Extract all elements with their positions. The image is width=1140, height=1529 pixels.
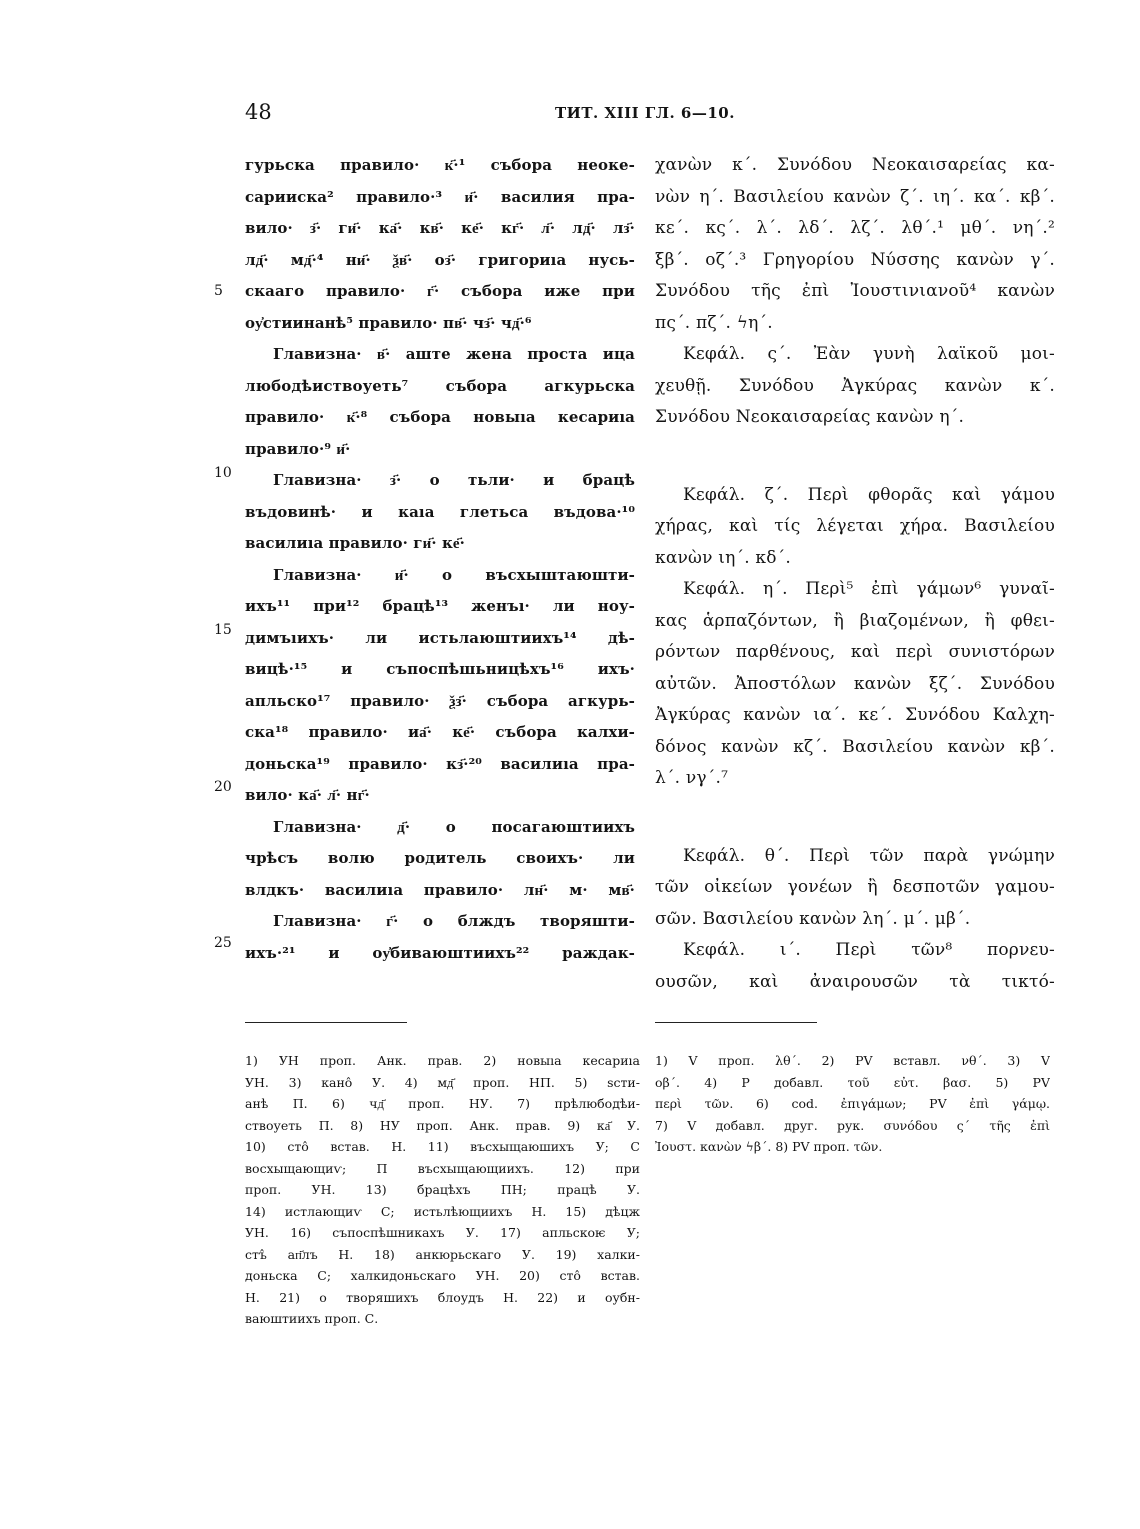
chapter-heading-line: Главизна· в҃· аште жена проста ица: [273, 345, 635, 363]
text-line: χανὼν κ΄. Συνόδου Νεοκαισαρείας κα-: [655, 155, 1055, 175]
chapter-heading-line: Главизна· и҃· о въсхыштаюшти-: [273, 565, 635, 584]
footnote-line: 7) V добавл. друг. рук. συνόδου ς΄ τῆς ἐπὶ: [655, 1117, 1050, 1133]
text-line: πς΄. πζ΄. ϟη΄.: [655, 312, 773, 333]
text-line: ρόντων παρθένους, καὶ περὶ συνιστόρων: [655, 642, 1055, 662]
line-number: 15: [214, 622, 232, 638]
text-line: апльско¹⁷ правило· ѯз҃· събора агкурь-: [245, 691, 635, 710]
footnotes-left: [245, 1050, 640, 1330]
text-line: вило· з҃· ги҃· ка҃· кв҃· ке҃· кг҃· л҃· лд҃· лз҃·: [245, 219, 635, 237]
text-line: χευθῇ. Συνόδου Ἀγκύρας κανὼν κ΄.: [655, 375, 1055, 396]
chapter-heading-line: Главизна· з҃· о тьли· и брацѣ: [273, 471, 635, 489]
footnote-divider: [245, 1022, 407, 1023]
text-line: κε΄. κς΄. λ΄. λδ΄. λζ΄. λθ΄.¹ μθ΄. νη΄.²: [655, 218, 1055, 238]
chapter-heading-line: Κεφάλ. ι΄. Περὶ τῶν⁸ πορνευ-: [683, 940, 1055, 960]
text-line: κας ἁρπαζόντων, ἢ βιαζομένων, ἢ φθει-: [655, 610, 1055, 631]
text-line: любодѣиствоуеть⁷ събора агкурьска: [245, 376, 635, 395]
footnote-line: анѣ П. 6) чд҃ проп. НУ. 7) прѣлюбодѣи-: [245, 1096, 640, 1111]
text-line: σῶν. Βασιλείου κανὼν λη΄. μ΄. μβ΄.: [655, 908, 971, 929]
text-line: αὐτῶν. Ἀποστόλων κανὼν ξζ΄. Συνόδου: [655, 673, 1055, 694]
right-column-greek: [655, 150, 1055, 998]
text-line: νὼν η΄. Βασιλείου κανὼν ζ΄. ιη΄. κα΄. κβ΄.: [655, 186, 1055, 207]
footnote-line: 1) V проп. λθ΄. 2) PV вставл. νθ΄. 3) V: [655, 1053, 1050, 1068]
footnote-line: проп. УН. 13) брацѣхъ ПН; працѣ У.: [245, 1182, 640, 1197]
page-number: 48: [245, 100, 272, 124]
text-line: доньска¹⁹ правило· кз҃·²⁰ василиıа пра-: [245, 754, 635, 773]
footnote-line: ствоуеть П. 8) НУ проп. Анк. прав. 9) ка҃ У.: [245, 1117, 640, 1133]
text-line: оу҆стиинанѣ⁵ правило· пв҃· чз҃· чд҃·⁶: [245, 313, 532, 332]
text-line: скааго правило· г҃· събора иже при: [245, 282, 635, 300]
footnote-line: 10) сто̂ встав. Н. 11) въсхыщаюшихъ У; С: [245, 1139, 640, 1154]
text-line: василиıа правило· ги҃· ке҃·: [245, 534, 465, 552]
chapter-heading-line: Κεφάλ. η΄. Περὶ⁵ ἐπὶ γάμων⁶ γυναῖ-: [683, 579, 1055, 599]
chapter-heading-line: Κεφάλ. θ΄. Περὶ τῶν παρὰ γνώμην: [683, 845, 1055, 866]
line-number: 20: [214, 779, 232, 795]
text-line: влдкъ· василиıа правило· лн҃· м· мв҃·: [245, 880, 635, 899]
text-line: Ἀγκύρας κανὼν ια΄. κε΄. Συνόδου Καλχη-: [655, 705, 1055, 725]
text-line: ска¹⁸ правило· иа҃· ке҃· събора калхи-: [245, 723, 635, 741]
text-line: χήρας, καὶ τίς λέγεται χήρα. Βασιλείου: [655, 516, 1055, 536]
text-line: чрѣсъ волю родитель своихъ· ли: [245, 849, 635, 867]
text-line: δόνος κανὼν κζ΄. Βασιλείου κανὼν κβ΄.: [655, 736, 1055, 757]
footnote-line: восхыщающиѵ; П въсхыщающиихъ. 12) при: [245, 1160, 640, 1176]
footnote-line: περὶ τῶν. 6) cod. ἐπιγάμων; PV ἐπὶ γάμῳ.: [655, 1096, 1050, 1111]
text-line: лд҃· мд҃·⁴ ни҃· ѯв҃· оз҃· григориıа нусь-: [245, 250, 635, 269]
footnote-line: 1) УН проп. Анк. прав. 2) новыıа кесариıа: [245, 1053, 640, 1068]
text-line: λ΄. νγ΄.⁷: [655, 768, 729, 788]
text-line: сарииска² правило·³ и҃· василия пра-: [245, 187, 635, 206]
footnote-line: ваюштиихъ проп. С.: [245, 1311, 379, 1326]
line-number: 5: [214, 283, 223, 299]
footnote-line: οβ΄. 4) P добавл. τοῦ εὐτ. βασ. 5) PV: [655, 1074, 1050, 1090]
footnote-line: УН. 3) кано̂ У. 4) мд҃ проп. НП. 5) ѕсти-: [245, 1074, 640, 1090]
text-line: вило· ка҃· л҃· нг҃·: [245, 786, 370, 804]
footnote-line: Ἰουστ. κανὼν ϟβ΄. 8) PV проп. τῶν.: [655, 1139, 883, 1154]
text-line: ихъ·²¹ и оу҆биваюштиихъ²² раждак-: [245, 943, 635, 962]
footnote-line: 14) истлающиѵ С; истьлѣющиихъ Н. 15) дѣцж: [245, 1203, 640, 1219]
text-line: ξβ΄. οζ΄.³ Γρηγορίου Νύσσης κανὼν γ΄.: [655, 249, 1055, 270]
line-number: 10: [214, 465, 232, 481]
text-line: гурьска правило· к҃·¹ събора неокe-: [245, 156, 635, 174]
text-line: вицѣ·¹⁵ и съпоспѣшьницѣхъ¹⁶ ихъ·: [245, 660, 635, 678]
text-line: Συνόδου τῆς ἐπὶ Ἰουστινιανοῦ⁴ κανὼν: [655, 281, 1055, 301]
text-line: Συνόδου Νεοκαισαρείας κανὼν η΄.: [655, 407, 965, 427]
text-line: димъıихъ· ли истьлаюштиихъ¹⁴ дѣ-: [245, 628, 635, 647]
text-line: правило· к҃·⁸ събора новыıа кесариıа: [245, 408, 635, 426]
footnote-line: УН. 16) съпоспѣшникахъ У. 17) апльскоѥ У;: [245, 1225, 640, 1240]
text-line: правило·⁹ и҃·: [245, 439, 351, 458]
chapter-heading-line: Κεφάλ. ς΄. Ἐὰν γυνὴ λαϊκοῦ μοι-: [683, 344, 1055, 364]
footnote-line: Н. 21) о творяшихъ блоудъ Н. 22) и оубн-: [245, 1289, 640, 1305]
footnotes-right: [655, 1050, 1050, 1158]
footnote-line: стъ̂ ап҃лъ Н. 18) анкюрьскаго У. 19) халки-: [245, 1246, 640, 1262]
running-head: ТИТ. XIII ГЛ. 6—10.: [555, 104, 735, 122]
chapter-heading-line: Главизна· г҃· о блждъ творяшти-: [273, 912, 635, 930]
footnote-line: доньска С; халкидоньскаго УН. 20) сто̂ встав.: [245, 1268, 640, 1283]
text-line: τῶν οἰκείων γονέων ἢ δεσποτῶν γαμου-: [655, 877, 1055, 897]
text-line: ихъ¹¹ при¹² брацѣ¹³ женъı· ли ноу-: [245, 597, 635, 615]
text-line: κανὼν ιη΄. κδ΄.: [655, 547, 791, 568]
text-line: ουσῶν, καὶ ἀναιρουσῶν τὰ τικτό-: [655, 971, 1055, 992]
chapter-heading-line: Κεφάλ. ζ΄. Περὶ φθορᾶς καὶ γάμου: [683, 484, 1055, 505]
line-number: 25: [214, 935, 232, 951]
chapter-heading-line: Главизна· д҃· о посагаюштиихъ: [273, 817, 635, 836]
footnote-divider: [655, 1022, 817, 1023]
text-line: въдовинѣ· и каıа глетьса въдова·¹⁰: [245, 502, 635, 521]
left-column-church-slavonic: [245, 150, 635, 969]
